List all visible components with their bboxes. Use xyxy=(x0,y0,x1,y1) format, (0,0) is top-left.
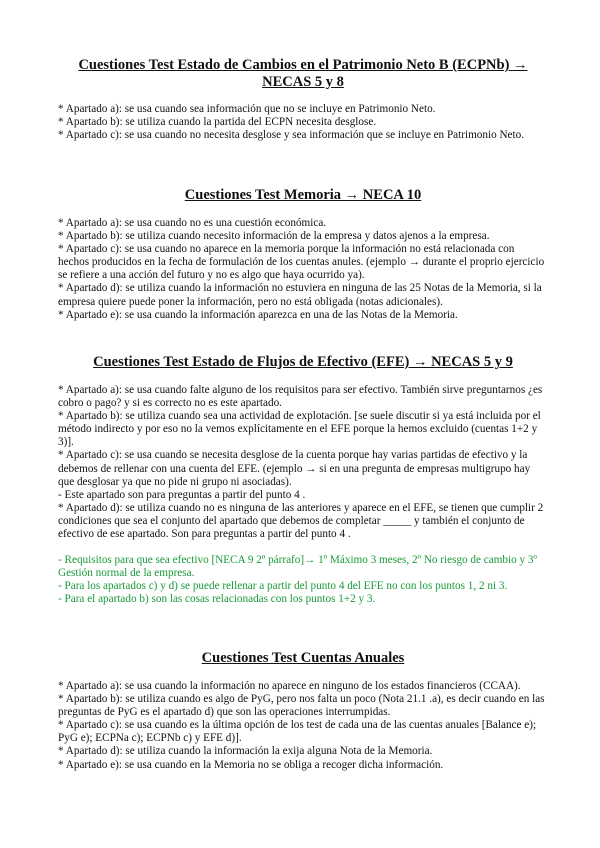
paragraph: * Apartado e): se usa cuando en la Memoria no se obliga a recoger dicha información. xyxy=(58,758,444,771)
section-cuentas-anuales xyxy=(58,650,548,772)
paragraph: * Apartado c): se usa cuando no necesita desglose y sea información que se incluye en Patrimonio Neto. xyxy=(58,129,525,142)
section-ecpnb xyxy=(58,57,548,142)
section-body xyxy=(58,217,548,322)
section-title: Cuestiones Test Memoria → NECA 10 xyxy=(184,187,422,203)
paragraph: * Apartado b): se utiliza cuando sea una actividad de explotación. [se suele discutir si ya está incluida por el método indirecto y por eso no la vemos explícitamente en el EFE porque la hemos excluido (cuentas 1+2 y 3)]. xyxy=(58,410,541,449)
paragraph: * Apartado d): se utiliza cuando no es ninguna de las anteriores y aparece en el EFE, se tienen que cumplir 2 condiciones que sea el conjunto del apartado que debemos de completar _____ y también el conjunto de efectivo de ese apartado. Son para preguntas a partir del punto 4 . xyxy=(58,501,544,541)
note: - Para el apartado b) son las cosas relacionadas con los puntos 1+2 y 3. xyxy=(58,593,376,606)
paragraph: * Apartado b): se utiliza cuando la partida del ECPN necesita desglose. xyxy=(58,116,377,129)
paragraph: * Apartado d): se utiliza cuando la información la exija alguna Nota de la Memoria. xyxy=(58,745,433,758)
section-title: Cuestiones Test Estado de Flujos de Efectivo (EFE) → NECAS 5 y 9 xyxy=(93,354,513,370)
section-body xyxy=(58,384,548,607)
paragraph: * Apartado d): se utiliza cuando la información no estuviera en ninguna de las 25 Notas de la Memoria, si la empresa quiere puede poner la información, pero no está obligada (notas adicionales). xyxy=(58,282,542,308)
paragraph: * Apartado b): se utiliza cuando necesito información de la empresa y datos ajenos a la empresa. xyxy=(58,230,490,243)
paragraph: * Apartado a): se usa cuando no es una cuestión económica. xyxy=(58,217,327,229)
paragraph: * Apartado a): se usa cuando sea información que no se incluye en Patrimonio Neto. xyxy=(58,103,436,115)
section-title: Cuestiones Test Estado de Cambios en el Patrimonio Neto B (ECPNb) → NECAS 5 y 8 xyxy=(78,57,528,90)
paragraph: * Apartado b): se utiliza cuando es algo de PyG, pero nos falta un poco (Nota 21.1 .a), es decir cuando en las preguntas de PyG es el apartado d) que son las operaciones interrumpidas. xyxy=(58,693,545,719)
paragraph: * Apartado e): se usa cuando la información aparezca en una de las Notas de la Memoria. xyxy=(58,308,458,321)
section-memoria xyxy=(58,187,548,322)
section-title: Cuestiones Test Cuentas Anuales xyxy=(201,650,405,666)
paragraph: * Apartado c): se usa cuando es la última opción de los test de cada una de las cuentas anuales [Balance e); PyG e); ECPNa c); ECPNb c) y EFE d)]. xyxy=(58,719,537,745)
paragraph: * Apartado a): se usa cuando falte alguno de los requisitos para ser efectivo. También sirve preguntarnos ¿es cobro o pago? y si es correcto no es este apartado. xyxy=(58,384,543,410)
section-body xyxy=(58,680,548,772)
section-efe xyxy=(58,354,548,607)
paragraph: - Este apartado son para preguntas a partir del punto 4 . xyxy=(58,488,306,501)
paragraph: * Apartado c): se usa cuando se necesita desglose de la cuenta porque hay varias partidas de efectivo y la debemos de rellenar con una cuenta del EFE. (ejemplo → si en una pregunta de empresas multigrupo hay que desglosar ya que no pide ni grupo ni asociadas). xyxy=(58,449,531,488)
paragraph: * Apartado c): se usa cuando no aparece en la memoria porque la información no está relacionada con hechos producidos en la fecha de formulación de los cuentas anules. (ejemplo → durante el proprio ejercicio se refiere a una acción del futuro y no es algo que haya ocurrido ya). xyxy=(58,243,545,282)
note: - Para los apartados c) y d) se puede rellenar a partir del punto 4 del EFE no con los puntos 1, 2 ni 3. xyxy=(58,580,508,593)
note: - Requisitos para que sea efectivo [NECA 9 2º párrafo]→ 1º Máximo 3 meses, 2º No riesgo de cambio y 3º Gestión normal de la empresa. xyxy=(58,554,537,580)
paragraph: * Apartado a): se usa cuando la información no aparece en ninguno de los estados financieros (CCAA). xyxy=(58,680,521,692)
section-body xyxy=(58,103,548,142)
